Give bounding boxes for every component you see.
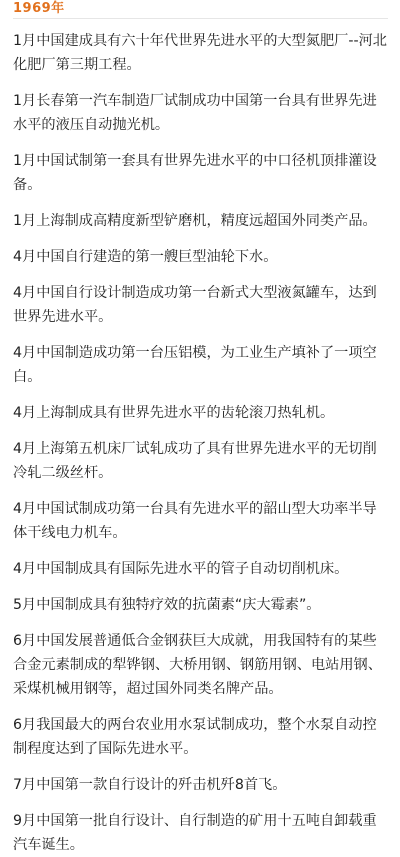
list-item: 6月我国最大的两台农业用水泵试制成功，整个水泵自动控制程度达到了国际先进水平。 bbox=[13, 717, 377, 757]
list-item: 1月中国建成具有六十年代世界先进水平的大型氮肥厂--河北化肥厂第三期工程。 bbox=[13, 33, 387, 73]
list-item: 4月中国自行建造的第一艘巨型油轮下水。 bbox=[13, 249, 278, 265]
year-heading: 1969年 bbox=[13, 1, 65, 16]
list-item: 1月长春第一汽车制造厂试制成功中国第一台具有世界先进水平的液压自动抛光机。 bbox=[13, 93, 377, 133]
list-item: 4月中国试制成功第一台具有先进水平的韶山型大功率半导体干线电力机车。 bbox=[13, 501, 377, 541]
list-item: 4月中国自行设计制造成功第一台新式大型液氮罐车，达到世界先进水平。 bbox=[13, 285, 377, 325]
list-item: 1月上海制成高精度新型铲磨机，精度远超国外同类产品。 bbox=[13, 213, 377, 229]
list-item: 4月中国制成具有国际先进水平的管子自动切削机床。 bbox=[13, 561, 349, 577]
list-item: 5月中国制成具有独特疗效的抗菌素“庆大霉素”。 bbox=[13, 597, 321, 613]
list-item: 1月中国试制第一套具有世界先进水平的中口径机顶排灌设备。 bbox=[13, 153, 377, 193]
list-item: 4月上海第五机床厂试轧成功了具有世界先进水平的无切削冷轧二级丝杆。 bbox=[13, 441, 377, 481]
entry-list bbox=[13, 29, 388, 857]
list-item: 4月上海制成具有世界先进水平的齿轮滚刀热轧机。 bbox=[13, 405, 335, 421]
list-item: 6月中国发展普通低合金钢获巨大成就，用我国特有的某些合金元素制成的犁铧钢、大桥用钢、钢筋用钢、电站用钢、采煤机械用钢等，超过国外同类名牌产品。 bbox=[13, 633, 382, 697]
heading-divider bbox=[13, 18, 388, 19]
list-item: 7月中国第一款自行设计的歼击机歼8首飞。 bbox=[13, 777, 287, 793]
list-item: 9月中国第一批自行设计、自行制造的矿用十五吨自卸载重汽车诞生。 bbox=[13, 813, 377, 853]
list-item: 4月中国制造成功第一台压铝模，为工业生产填补了一项空白。 bbox=[13, 345, 377, 385]
